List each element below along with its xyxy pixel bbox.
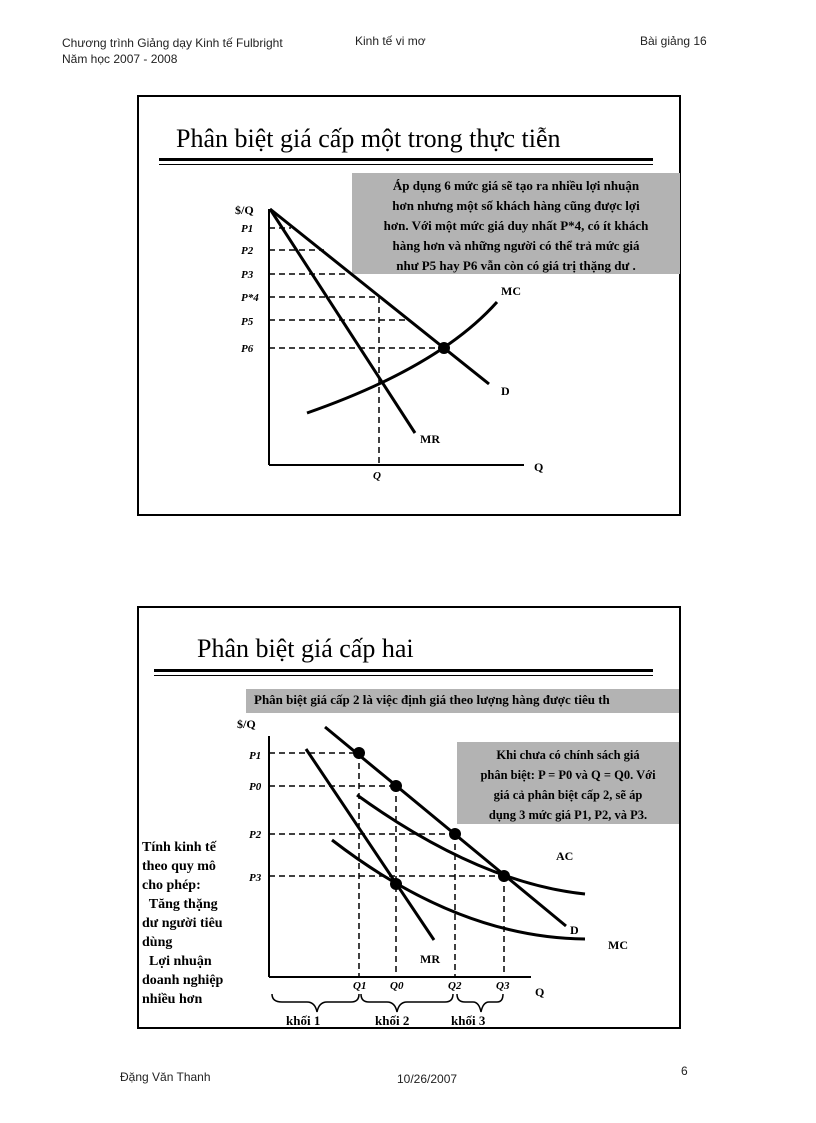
note-line: Khi chưa có chính sách giá	[496, 748, 640, 762]
slide-second-degree	[137, 606, 681, 1029]
side-line: dùng	[142, 935, 173, 950]
quantity-label: Q2	[448, 980, 462, 992]
price-label: P*4	[241, 292, 259, 304]
program-name: Chương trình Giảng dạy Kinh tế Fulbright	[62, 36, 283, 50]
side-line: doanh nghiệp	[142, 973, 224, 988]
block-label: khối 2	[375, 1013, 410, 1027]
note-line: phân biệt: P = P0 và Q = Q0. Với	[480, 768, 656, 782]
quantity-label: Q1	[353, 980, 367, 992]
intersection-point	[438, 342, 450, 354]
y-axis-label: $/Q	[237, 717, 256, 731]
price-label: P2	[249, 829, 262, 841]
note-line: dụng 3 mức giá P1, P2, và P3.	[488, 808, 648, 822]
point-p3	[498, 870, 510, 882]
slide-first-degree	[137, 95, 681, 516]
mr-curve	[306, 749, 434, 940]
price-label: P1	[249, 750, 262, 762]
page-number: 6	[681, 1064, 688, 1078]
side-line: Lợi nhuận	[142, 954, 212, 969]
side-line: Tăng thặng	[142, 897, 218, 912]
price-label: P5	[241, 316, 254, 328]
quantity-label: Q0	[390, 980, 404, 992]
block-label: khối 1	[286, 1013, 321, 1027]
x-axis-label: Q	[534, 460, 544, 474]
note-line: Áp dụng 6 mức giá sẽ tạo ra nhiều lợi nhuận	[392, 178, 640, 193]
price-label: P2	[241, 245, 254, 257]
mr-label: MR	[420, 952, 440, 966]
course-name: Kinh tế vi mơ	[355, 34, 426, 48]
note-line: hơn. Với một mức giá duy nhất P*4, có ít khách	[383, 218, 649, 233]
side-line: cho phép:	[142, 878, 201, 893]
mc-label: MC	[608, 938, 628, 952]
quantity-label: Q3	[496, 980, 510, 992]
point-p0	[390, 780, 402, 792]
first-degree-chart	[139, 97, 679, 514]
note-line: hơn nhưng một số khách hàng cũng được lợi	[392, 198, 640, 213]
note-line: giá cả phân biệt cấp 2, sẽ áp	[493, 788, 643, 802]
side-line: nhiều hơn	[142, 992, 203, 1007]
price-label: P3	[241, 269, 254, 281]
point-q0	[390, 878, 402, 890]
side-line: theo quy mô	[142, 859, 216, 874]
mc-label: MC	[501, 284, 521, 298]
block-brace-2	[361, 994, 453, 1012]
point-p1	[353, 747, 365, 759]
second-degree-chart	[139, 608, 679, 1027]
block-brace-1	[272, 994, 359, 1012]
lecture-number: Bài giảng 16	[640, 34, 707, 48]
side-line: Tính kinh tế	[142, 840, 216, 855]
block-label: khối 3	[451, 1013, 486, 1027]
price-label: P0	[249, 781, 262, 793]
footer-date: 10/26/2007	[397, 1072, 458, 1086]
d-label: D	[501, 384, 510, 398]
quantity-label: Q	[373, 470, 381, 482]
slide-title: Phân biệt giá cấp một trong thực tiễn	[176, 124, 561, 153]
definition-banner: Phân biệt giá cấp 2 là việc định giá theo lượng hàng được tiêu th	[246, 689, 679, 713]
y-axis-label: $/Q	[235, 203, 254, 217]
price-label: P3	[249, 872, 262, 884]
mc-curve	[307, 302, 497, 413]
note-line: như P5 hay P6 vẫn còn có giá trị thặng dư .	[396, 258, 636, 273]
side-line: dư người tiêu	[142, 916, 223, 931]
note-line: hàng hơn và những người có thể trả mức giá	[392, 238, 640, 253]
price-label: P6	[241, 343, 254, 355]
academic-year: Năm học 2007 - 2008	[62, 52, 178, 66]
block-brace-3	[457, 994, 503, 1012]
price-label: P1	[241, 223, 254, 235]
point-p2	[449, 828, 461, 840]
x-axis-label: Q	[535, 985, 545, 999]
mr-label: MR	[420, 432, 440, 446]
d-label: D	[570, 923, 579, 937]
slide-title: Phân biệt giá cấp hai	[197, 634, 414, 663]
footer-author: Đặng Văn Thanh	[120, 1070, 211, 1084]
ac-label: AC	[556, 849, 574, 863]
